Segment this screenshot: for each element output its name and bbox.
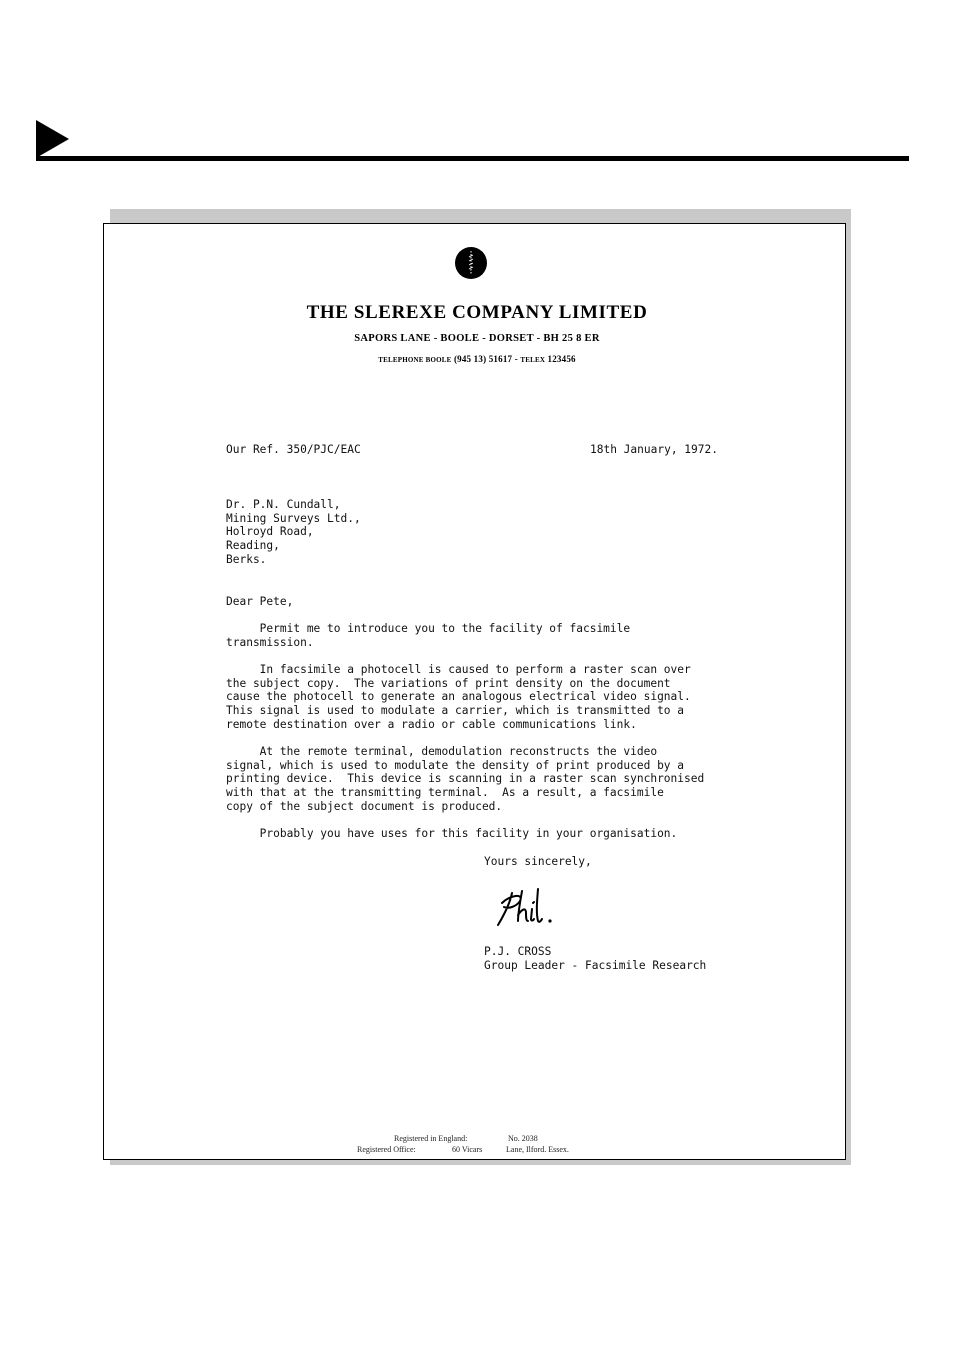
telex-label: TELEX [520,356,546,364]
footer-registered-label: Registered in England: [394,1134,468,1143]
telex-number: 123456 [547,354,576,364]
company-name: THE SLEREXE COMPANY LIMITED [306,302,648,323]
company-address: SAPORS LANE - BOOLE - DORSET - BH 25 8 ER [354,333,600,344]
signatory-title: Group Leader - Facsimile Research [484,958,707,972]
signatory-block [484,945,706,972]
body-paragraph: Probably you have uses for this facility in your organisation. [226,827,678,840]
company-telephone: TELEPHONE BOOLE (945 13) 51617 - TELEX 123456 [378,354,576,364]
recipient-line: Holroyd Road, [226,525,314,539]
body-paragraph: Permit me to introduce you to the facility of facsimile transmission. [226,622,631,649]
recipient-line: Reading, [226,539,280,553]
recipient-line: Mining Surveys Ltd., [226,511,361,525]
footer-office-address: 60 Vicars [452,1145,483,1154]
footer-registered-number: No. 2038 [508,1134,538,1143]
salutation: Dear Pete, [226,595,294,608]
footer-office-label: Registered Office: [357,1145,416,1154]
header-rule [36,156,909,161]
telephone-number: (945 13) 51617 [453,354,513,364]
our-reference: Our Ref. 350/PJC/EAC [226,443,361,456]
signature-image [494,885,576,931]
telephone-label: TELEPHONE BOOLE [378,356,452,364]
letter-date: 18th January, 1972. [590,443,718,456]
body-paragraph: In facsimile a photocell is caused to perform a raster scan over the subject copy. The variations of print density on the document cause the photocell to generate an analogous electrical video signal. This signal is used to modulate a carrier, which is transmitted to a remote destination over a radio or cable communications link. [226,663,691,731]
signatory-name: P.J. CROSS [484,945,552,958]
recipient-line: Berks. [226,552,267,566]
footer-office-address-town: Lane, Ilford. Essex. [506,1145,569,1154]
company-logo-icon [455,247,487,279]
recipient-line: Dr. P.N. Cundall, [226,498,341,511]
recipient-address [226,498,361,567]
body-paragraph: At the remote terminal, demodulation reconstructs the video signal, which is used to modulate the density of print produced by a printing device. This device is scanning in a raster scan synchronised with that at the transmitting terminal. As a result, a facsimile copy of the subject document is produced. [226,745,705,813]
closing: Yours sincerely, [484,855,592,868]
section-marker-icon [36,120,69,158]
